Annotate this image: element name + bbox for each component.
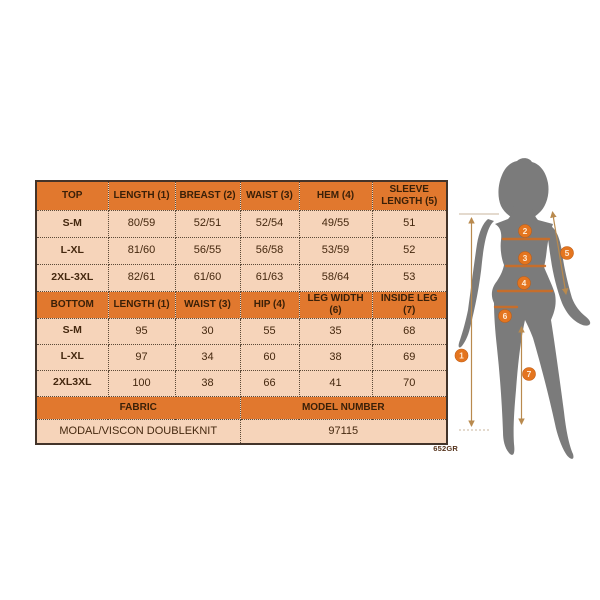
style-code-label: 652GR (433, 444, 458, 453)
value-cell: 41 (299, 370, 372, 396)
footer-header-row (36, 396, 447, 419)
size-cell: L-XL (36, 344, 108, 370)
value-cell: 55 (240, 318, 299, 344)
model-number-value-cell: 97115 (240, 419, 447, 444)
svg-text:4: 4 (521, 278, 527, 289)
svg-text:3: 3 (522, 253, 528, 264)
value-cell: 56/55 (175, 237, 240, 264)
value-cell: 35 (299, 318, 372, 344)
svg-text:7: 7 (526, 369, 532, 380)
fabric-header-cell: FABRIC (36, 396, 240, 419)
value-cell: 60 (240, 344, 299, 370)
value-cell: 56/58 (240, 237, 299, 264)
value-cell: 58/64 (299, 264, 372, 291)
table-row (36, 210, 447, 237)
value-cell: 49/55 (299, 210, 372, 237)
svg-text:6: 6 (502, 311, 508, 322)
size-cell: 2XL-3XL (36, 264, 108, 291)
table-row (36, 264, 447, 291)
value-cell: 53/59 (299, 237, 372, 264)
marker-7 (523, 368, 536, 381)
value-cell: 61/63 (240, 264, 299, 291)
marker-4 (518, 277, 531, 290)
value-cell: 53 (372, 264, 447, 291)
measurement-figure (450, 150, 600, 470)
value-cell: 70 (372, 370, 447, 396)
top-header-cell: HEM (4) (299, 181, 372, 210)
bottom-header-cell: WAIST (3) (175, 291, 240, 318)
table-row (36, 318, 447, 344)
marker-1 (455, 349, 468, 362)
bottom-header-cell: LENGTH (1) (108, 291, 175, 318)
top-header-cell: WAIST (3) (240, 181, 299, 210)
value-cell: 95 (108, 318, 175, 344)
table-row (36, 370, 447, 396)
value-cell: 52/54 (240, 210, 299, 237)
size-cell: L-XL (36, 237, 108, 264)
svg-text:1: 1 (459, 350, 464, 361)
woman-silhouette (459, 158, 591, 459)
value-cell: 69 (372, 344, 447, 370)
value-cell: 68 (372, 318, 447, 344)
marker-5 (561, 247, 574, 260)
value-cell: 34 (175, 344, 240, 370)
value-cell: 52/51 (175, 210, 240, 237)
top-header-cell: LENGTH (1) (108, 181, 175, 210)
value-cell: 38 (175, 370, 240, 396)
top-header-cell: SLEEVE LENGTH (5) (372, 181, 447, 210)
top-header-row (36, 181, 447, 210)
bottom-header-cell: LEG WIDTH (6) (299, 291, 372, 318)
model-number-header-cell: MODEL NUMBER (240, 396, 447, 419)
bottom-header-row (36, 291, 447, 318)
value-cell: 51 (372, 210, 447, 237)
value-cell: 66 (240, 370, 299, 396)
value-cell: 61/60 (175, 264, 240, 291)
marker-6 (499, 310, 512, 323)
size-cell: S-M (36, 318, 108, 344)
value-cell: 52 (372, 237, 447, 264)
footer-value-row (36, 419, 447, 444)
size-chart-table (35, 180, 448, 445)
bottom-header-cell: HIP (4) (240, 291, 299, 318)
figure-left-arm (459, 219, 494, 348)
figure-body (492, 204, 574, 459)
marker-3 (519, 252, 532, 265)
fabric-value-cell: MODAL/VISCON DOUBLEKNIT (36, 419, 240, 444)
table-row (36, 344, 447, 370)
svg-text:5: 5 (564, 248, 570, 259)
size-cell: 2XL3XL (36, 370, 108, 396)
value-cell: 82/61 (108, 264, 175, 291)
size-cell: S-M (36, 210, 108, 237)
value-cell: 100 (108, 370, 175, 396)
bottom-header-cell: INSIDE LEG (7) (372, 291, 447, 318)
value-cell: 80/59 (108, 210, 175, 237)
top-header-cell: TOP (36, 181, 108, 210)
svg-text:2: 2 (522, 226, 528, 237)
value-cell: 38 (299, 344, 372, 370)
marker-2 (519, 225, 532, 238)
table-row (36, 237, 447, 264)
value-cell: 30 (175, 318, 240, 344)
bottom-header-cell: BOTTOM (36, 291, 108, 318)
value-cell: 97 (108, 344, 175, 370)
top-header-cell: BREAST (2) (175, 181, 240, 210)
value-cell: 81/60 (108, 237, 175, 264)
